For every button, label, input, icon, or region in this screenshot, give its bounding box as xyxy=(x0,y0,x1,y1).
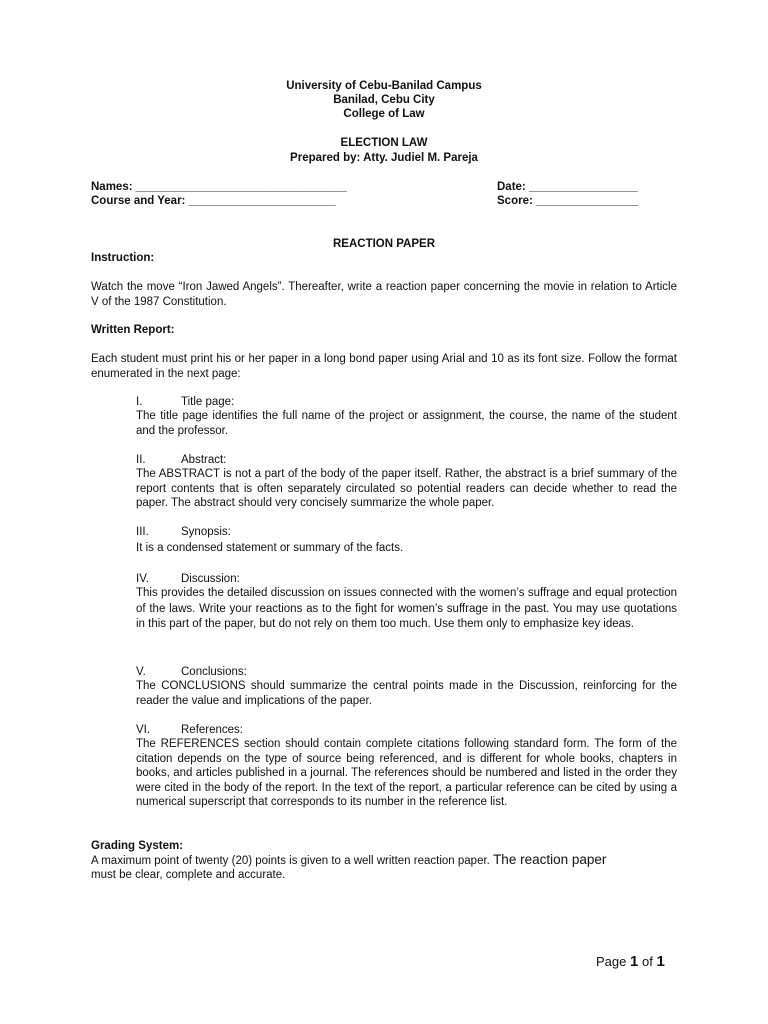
written-report-heading: Written Report: xyxy=(91,324,175,336)
item-title: Synopsis: xyxy=(181,526,231,538)
item-title: Title page: xyxy=(181,396,235,408)
instruction-heading: Instruction: xyxy=(91,252,155,264)
written-report-text: Each student must print his or her paper in a long bond paper using Arial and 10 as its font size. Follow the format enumerated in the next page: xyxy=(91,353,677,380)
date-field: Date: _________________ xyxy=(497,181,638,193)
item-numeral: II. xyxy=(136,454,146,466)
page-current: 1 xyxy=(630,953,639,970)
score-field: Score: ________________ xyxy=(497,195,639,207)
item-numeral: VI. xyxy=(136,724,151,736)
instruction-text: Watch the move “Iron Jawed Angels”. Thereafter, write a reaction paper concerning the movie in relation to Article V of the 1987 Constitution. xyxy=(91,281,677,308)
prepared-by: Prepared by: Atty. Judiel M. Pareja xyxy=(290,152,478,164)
item-references-text: The REFERENCES section should contain complete citations following standard form. The form of the citation depends on the type of source being referenced, and is different for whole books, chapters in books, and articles published in a journal. The references should be numbered and listed in the order they were cited in the body of the report. In the text of the report, a particular reference can be cited by using a numerical superscript that corresponds to its number in the reference list. xyxy=(136,738,677,808)
page-total: 1 xyxy=(656,953,665,970)
item-conclusions-heading xyxy=(136,665,247,680)
item-abstract-text: The ABSTRACT is not a part of the body of the paper itself. Rather, the abstract is a brief summary of the report contents that is often separately circulated so potential readers can decide whether to read the paper. The abstract should very concisely summarize the whole paper. xyxy=(136,468,677,509)
item-title: Discussion: xyxy=(181,573,240,585)
course-year-field: Course and Year: _______________________ xyxy=(91,195,336,207)
grading-text xyxy=(91,853,691,869)
item-discussion-text: This provides the detailed discussion on issues connected with the women’s suffrage and equal protection of the laws. Write your reactions as to the fight for women’s suffrage in the past. You may use quotations in this part of the paper, but do not rely on them too much. Use them only to emphasize key ideas. xyxy=(136,587,677,630)
university-name: University of Cebu-Banilad Campus xyxy=(286,80,482,92)
grading-text-part2: The reaction paper xyxy=(493,852,607,867)
item-title: Abstract: xyxy=(181,454,227,466)
grading-text-part1: A maximum point of twenty (20) points is given to a well written reaction paper. xyxy=(91,855,490,867)
college-name: College of Law xyxy=(343,108,425,120)
item-conclusions-text: The CONCLUSIONS should summarize the central points made in the Discussion, reinforcing for the reader the value and implications of the paper. xyxy=(136,680,677,707)
item-title-page-text: The title page identifies the full name of the project or assignment, the course, the name of the student and the professor. xyxy=(136,410,677,437)
page-word: Page xyxy=(596,954,627,969)
item-numeral: V. xyxy=(136,666,146,678)
campus-location: Banilad, Cebu City xyxy=(333,94,435,106)
item-synopsis-text: It is a condensed statement or summary of the facts. xyxy=(136,542,404,554)
grading-heading: Grading System: xyxy=(91,840,184,852)
item-title: References: xyxy=(181,724,244,736)
item-numeral: IV. xyxy=(136,573,150,585)
item-title-page-heading xyxy=(136,395,234,410)
page-number-footer xyxy=(596,955,665,970)
item-discussion-heading xyxy=(136,572,240,587)
item-references-heading xyxy=(136,723,243,738)
item-numeral: III. xyxy=(136,526,149,538)
item-abstract-heading xyxy=(136,453,226,468)
of-word: of xyxy=(641,954,653,969)
names-field: Names: _________________________________ xyxy=(91,181,347,193)
item-numeral: I. xyxy=(136,396,143,408)
item-title: Conclusions: xyxy=(181,666,247,678)
grading-text-line2: must be clear, complete and accurate. xyxy=(91,869,286,881)
subject-title: ELECTION LAW xyxy=(340,137,428,149)
item-synopsis-heading xyxy=(136,525,231,540)
doc-title: REACTION PAPER xyxy=(332,238,436,250)
